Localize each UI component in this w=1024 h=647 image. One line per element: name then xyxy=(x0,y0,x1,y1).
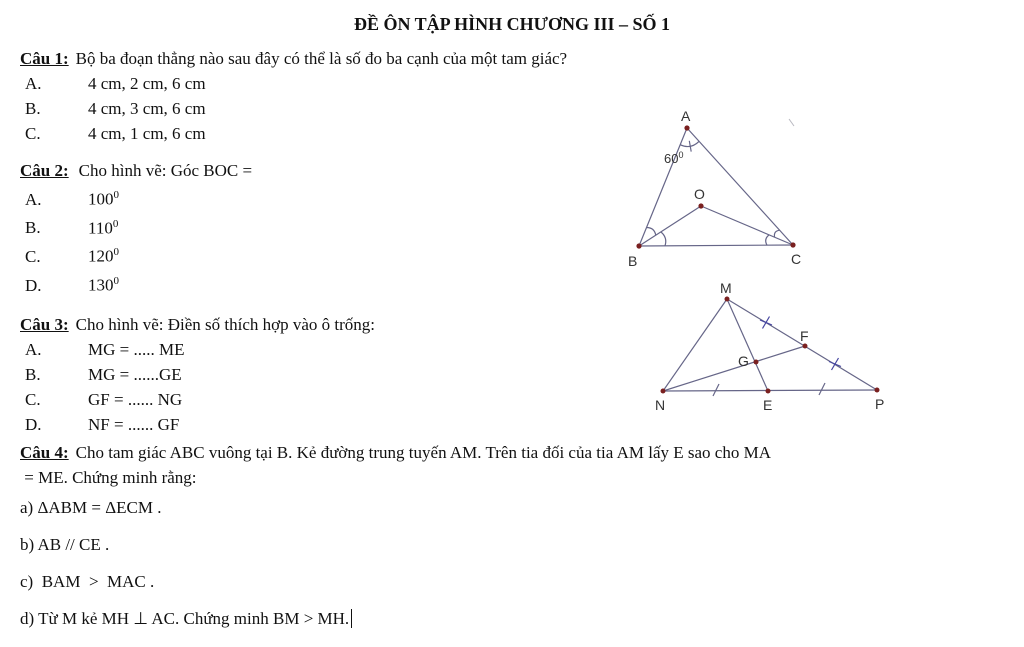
tick-EP xyxy=(819,383,825,395)
q3-option-d-text: NF = ...... GF xyxy=(88,414,180,434)
segment-OC xyxy=(701,206,793,245)
q2-option-b-letter: B. xyxy=(25,218,41,238)
side-MP xyxy=(727,299,877,390)
tick-MF xyxy=(760,317,772,329)
label-P: P xyxy=(875,396,885,412)
q1-option-a-text: 4 cm, 2 cm, 6 cm xyxy=(88,74,206,93)
vertex-dot-A xyxy=(684,125,689,130)
q1-option-c-text: 4 cm, 1 cm, 6 cm xyxy=(88,124,206,143)
q3-option-d-letter: D. xyxy=(25,414,42,434)
question-2-text: Cho hình vẽ: Góc BOC = xyxy=(78,161,253,180)
question-3-text: Cho hình vẽ: Điền số thích hợp vào ô trống: xyxy=(75,314,376,334)
question-4-heading xyxy=(20,440,1024,465)
page-title: ĐỀ ÔN TẬP HÌNH CHƯƠNG III – SỐ 1 xyxy=(353,14,671,34)
q2-option-a-letter: A. xyxy=(25,189,42,209)
angle-arc-C-lower xyxy=(766,235,769,245)
q2-option-b-value: 110 xyxy=(88,218,113,238)
q4-part-d-text: d) Từ M kẻ MH ⊥ AC. Chứng minh BM > MH. xyxy=(20,608,350,628)
figure-triangle-abc xyxy=(615,105,815,275)
q2-option-d-letter: D. xyxy=(25,275,42,295)
q2-option-a xyxy=(25,183,1024,212)
figure-triangle-mnp xyxy=(645,280,895,420)
segment-BO xyxy=(639,206,701,246)
question-1-heading xyxy=(20,46,1024,71)
q2-option-d-value: 130 xyxy=(88,275,114,295)
side-BC xyxy=(639,245,793,246)
vertex-dot-N xyxy=(661,389,666,394)
q2-option-b-sup: 0 xyxy=(112,217,119,230)
q4-part-d xyxy=(20,606,1024,631)
question-2-label: Câu 2: xyxy=(20,161,69,180)
midpoint-dot-E xyxy=(766,389,771,394)
centroid-dot-G xyxy=(754,360,759,365)
q2-option-c-sup: 0 xyxy=(113,246,119,259)
q1-option-a-letter: A. xyxy=(25,74,42,93)
label-E: E xyxy=(763,397,773,413)
angle-label-60: $60^0$ xyxy=(664,150,684,166)
side-AB xyxy=(639,128,687,246)
tick-FP xyxy=(829,358,841,370)
q3-option-a-text: MG = ..... ME xyxy=(88,339,185,359)
question-4-text-line1: Cho tam giác ABC vuông tại B. Kẻ đường trung tuyến AM. Trên tia đối của tia AM lấy E sao cho MA xyxy=(75,442,771,462)
q2-option-a-value: 100 xyxy=(88,189,114,209)
vertex-dot-M xyxy=(725,297,730,302)
label-F: F xyxy=(800,328,809,344)
angle-arc-C-upper xyxy=(774,230,779,237)
label-O: O xyxy=(694,186,705,202)
q1-option-c xyxy=(25,121,1024,146)
angle-arc-B-lower xyxy=(661,232,666,246)
label-A: A xyxy=(681,108,691,124)
question-1-text: Bộ ba đoạn thẳng nào sau đây có thể là số đo ba cạnh của một tam giác? xyxy=(75,49,568,68)
q2-option-c xyxy=(25,240,1024,269)
q2-option-c-value: 120 xyxy=(88,246,114,266)
q4-part-a: a) ΔABM = ΔECM . xyxy=(20,497,162,517)
question-4-text-line2: = ME. Chứng minh rằng: xyxy=(20,467,197,487)
q2-option-d-sup: 0 xyxy=(113,274,119,287)
q4-part-c: c) BAM > MAC . xyxy=(20,571,155,591)
midpoint-dot-F xyxy=(803,344,808,349)
label-C: C xyxy=(791,251,802,267)
stray-mark xyxy=(789,119,794,126)
point-dot-O xyxy=(698,203,703,208)
q3-option-b-text: MG = ......GE xyxy=(88,364,182,384)
angle-arc-B-upper xyxy=(647,228,656,236)
q1-option-b-letter: B. xyxy=(25,99,41,118)
q3-option-b-letter: B. xyxy=(25,364,41,384)
label-N: N xyxy=(655,397,666,413)
label-G: G xyxy=(738,353,749,369)
question-1-label: Câu 1: xyxy=(20,49,69,68)
question-3-label: Câu 3: xyxy=(20,314,69,334)
median-ME xyxy=(727,299,768,391)
q1-option-b-text: 4 cm, 3 cm, 6 cm xyxy=(88,99,206,118)
question-4-label: Câu 4: xyxy=(20,442,69,462)
q2-option-a-sup: 0 xyxy=(113,189,119,201)
label-B: B xyxy=(628,253,638,269)
q1-option-c-letter: C. xyxy=(25,124,41,143)
vertex-dot-B xyxy=(636,243,641,248)
tick-NE xyxy=(713,384,719,396)
text-caret xyxy=(351,609,352,628)
q3-option-c-text: GF = ...... NG xyxy=(88,389,183,409)
median-NF xyxy=(663,346,805,391)
q3-option-a-letter: A. xyxy=(25,339,42,359)
label-M: M xyxy=(720,280,732,296)
question-2-heading xyxy=(20,158,1024,183)
q4-part-b: b) AB // CE . xyxy=(20,534,110,554)
vertex-dot-P xyxy=(875,388,880,393)
figure2-svg xyxy=(645,280,895,415)
q1-option-a xyxy=(25,71,1024,96)
q1-option-b xyxy=(25,96,1024,121)
q2-option-b xyxy=(25,212,1024,241)
q2-option-c-letter: C. xyxy=(25,246,41,266)
vertex-dot-C xyxy=(790,242,795,247)
q3-option-c-letter: C. xyxy=(25,389,41,409)
side-MN xyxy=(663,299,727,391)
figure1-svg xyxy=(615,105,815,270)
